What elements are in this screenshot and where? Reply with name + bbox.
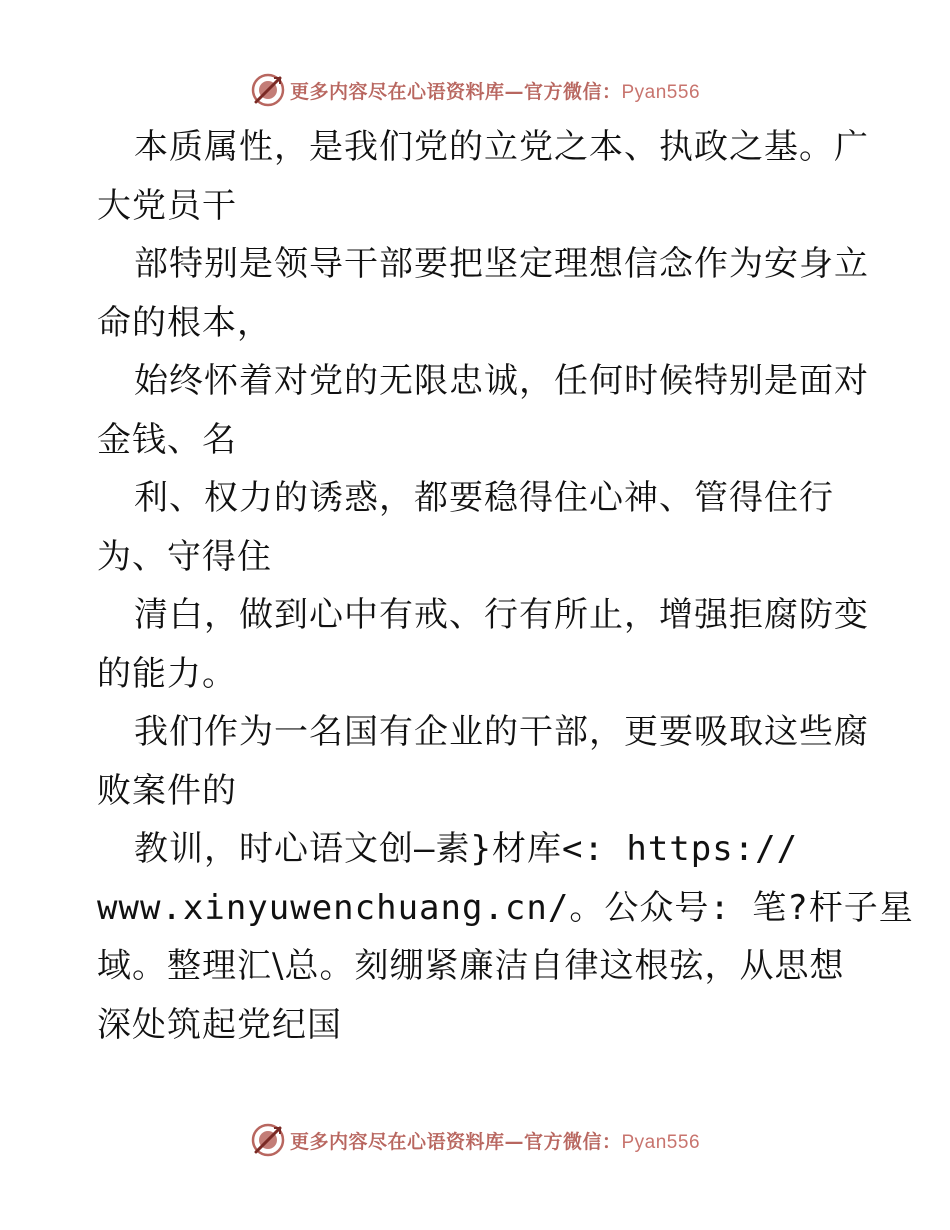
body-line: 败案件的 [97,770,237,811]
body-line: 清白，做到心中有戒、行有所止，增强拒腐防变 [134,595,869,635]
body-line: 域。整理汇\总。刻绷紧廉洁自律这根弦，从思想 [97,946,845,986]
quill-logo-icon [250,72,286,108]
body-line: 始终怀着对党的无限忠诚，任何时候特别是面对 [134,361,869,401]
body-line: 命的根本， [97,302,272,343]
quill-logo-icon [250,1122,286,1158]
document-body [97,118,914,1054]
body-line: 金钱、名 [97,419,237,460]
body-line: 的能力。 [97,653,237,694]
watermark-brand: Pyan556 [621,1131,701,1153]
header-watermark [0,70,950,110]
watermark-text: 更多内容尽在心语资料库—官方微信：Pyan556 [289,80,701,103]
watermark-text: 更多内容尽在心语资料库—官方微信：Pyan556 [289,1130,701,1153]
body-line: 为、守得住 [97,536,272,577]
body-line: 大党员干 [97,185,237,226]
body-line: 我们作为一名国有企业的干部，更要吸取这些腐 [134,712,869,752]
footer-watermark [0,1120,950,1160]
body-line: 本质属性，是我们党的立党之本、执政之基。广 [134,127,869,167]
watermark-brand: Pyan556 [621,81,701,103]
body-line: 深处筑起党纪国 [97,1004,342,1045]
body-line: 部特别是领导干部要把坚定理想信念作为安身立 [134,244,869,284]
body-line: 教训，时心语文创—素}材库<: https:// [134,829,799,869]
body-line: 利、权力的诱惑，都要稳得住心神、管得住行 [134,478,834,518]
body-line: www.xinyuwenchuang.cn/。公众号: 笔?杆子星 [97,887,914,928]
